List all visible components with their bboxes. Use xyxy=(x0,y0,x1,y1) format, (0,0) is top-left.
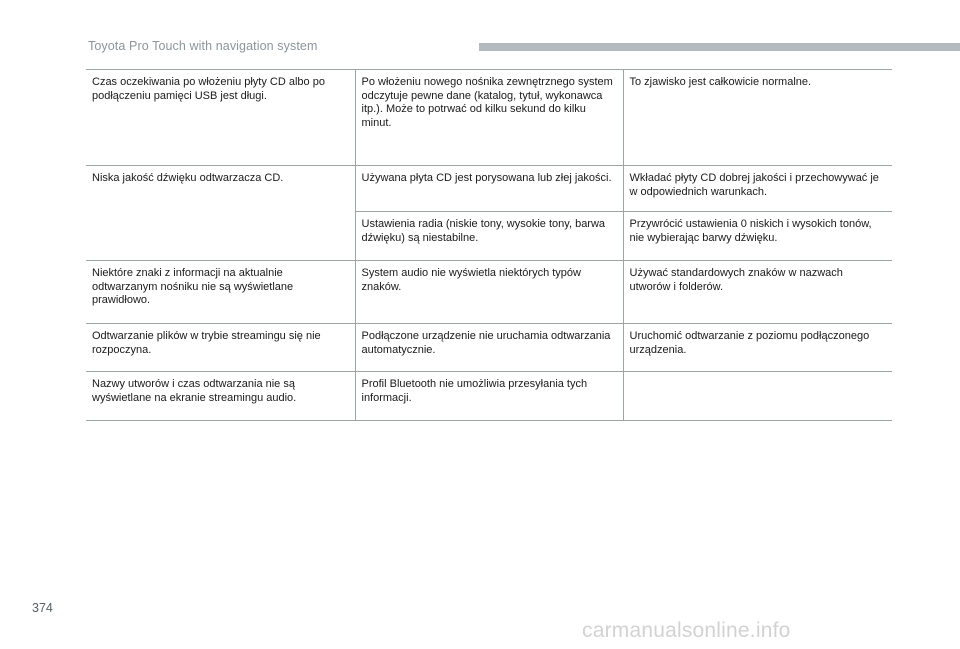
cause-cell: System audio nie wyświetla niektórych typów znaków. xyxy=(355,261,623,324)
solution-cell: Używać standardowych znaków w nazwach utworów i folderów. xyxy=(623,261,892,324)
problem-cell: Nazwy utworów i czas odtwarzania nie są wyświetlane na ekranie streamingu audio. xyxy=(86,372,355,421)
table-row xyxy=(86,372,892,421)
problem-cell: Czas oczekiwania po włożeniu płyty CD albo po podłączeniu pamięci USB jest długi. xyxy=(86,70,355,166)
table-row xyxy=(86,324,892,372)
solution-cell: To zjawisko jest całkowicie normalne. xyxy=(629,76,812,88)
table-row xyxy=(86,261,892,324)
cause-cell: Używana płyta CD jest porysowana lub złej jakości. xyxy=(355,166,623,212)
table-row xyxy=(86,166,892,212)
header-rule-bar xyxy=(479,43,960,51)
solution-cell xyxy=(623,372,892,421)
cause-cell: Profil Bluetooth nie umożliwia przesyłania tych informacji. xyxy=(355,372,623,421)
solution-cell: Wkładać płyty CD dobrej jakości i przechowywać je w odpowiednich warunkach. xyxy=(623,166,892,212)
problem-cell: Odtwarzanie plików w trybie streamingu się nie rozpoczyna. xyxy=(86,324,355,372)
table-row xyxy=(86,70,892,166)
problem-cell: Niektóre znaki z informacji na aktualnie odtwarzanym nośniku nie są wyświetlane prawidłowo. xyxy=(86,261,355,324)
page-number: 374 xyxy=(32,601,53,615)
cause-cell: Ustawienia radia (niskie tony, wysokie tony, barwa dźwięku) są niestabilne. xyxy=(355,212,623,261)
problem-cell: Niska jakość dźwięku odtwarzacza CD. xyxy=(86,166,355,261)
solution-cell: Przywrócić ustawienia 0 niskich i wysokich tonów, nie wybierając barwy dźwięku. xyxy=(623,212,892,261)
watermark: carmanualsonline.info xyxy=(582,619,791,642)
cause-cell: Podłączone urządzenie nie uruchamia odtwarzania automatycznie. xyxy=(355,324,623,372)
troubleshooting-table xyxy=(86,69,892,421)
solution-cell: Uruchomić odtwarzanie z poziomu podłączonego urządzenia. xyxy=(623,324,892,372)
page-header-title: Toyota Pro Touch with navigation system xyxy=(88,39,318,53)
cause-cell: Po włożeniu nowego nośnika zewnętrznego system odczytuje pewne dane (katalog, tytuł, wykonawca itp.). Może to potrwać od kilku sekund do kilku minut. xyxy=(355,70,623,166)
